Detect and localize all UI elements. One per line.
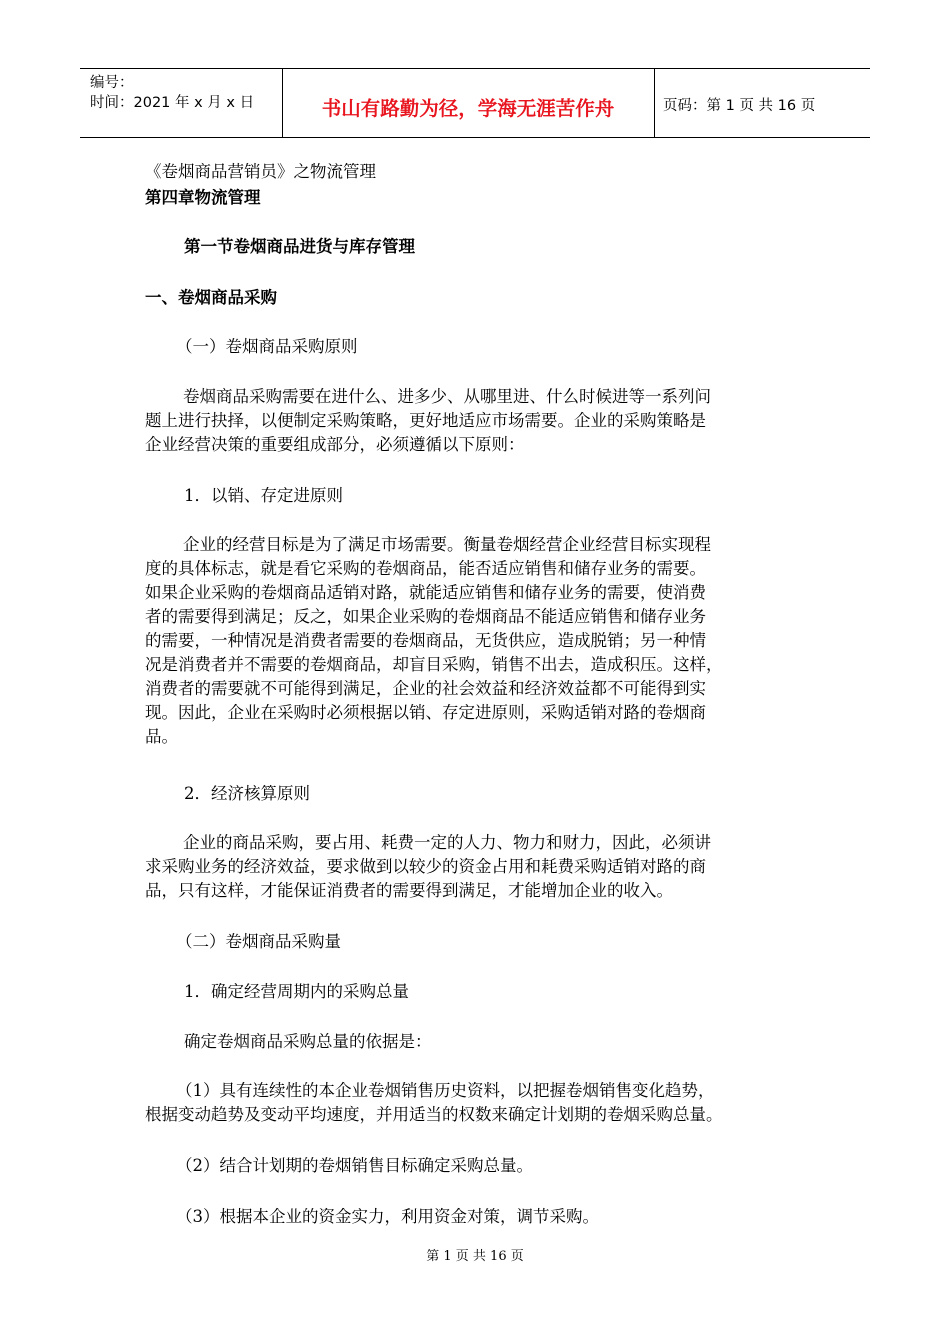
motto-text: 书山有路勤为径，学海无涯苦作舟 <box>321 97 615 120</box>
basis-item-2: （2）结合计划期的卷烟销售目标确定采购总量。 <box>176 1156 533 1175</box>
section-heading: 第一节卷烟商品进货与库存管理 <box>184 237 415 256</box>
page-footer: 第 1 页 共 16 页 <box>426 1249 524 1264</box>
header-motto-cell <box>282 69 655 137</box>
number-label: 编号： <box>90 75 134 91</box>
paragraph-line: 企业的商品采购，要占用、耗费一定的人力、物力和财力，因此，必须讲 <box>183 833 711 852</box>
chapter-heading: 第四章物流管理 <box>145 188 261 207</box>
basis-intro: 确定卷烟商品采购总量的依据是： <box>184 1032 432 1051</box>
subsection-heading: 一、卷烟商品采购 <box>145 288 277 307</box>
paragraph-line: 者的需要得到满足；反之，如果企业采购的卷烟商品不能适应销售和储存业务 <box>145 607 706 626</box>
page-header <box>80 68 870 138</box>
paragraph-line: 的需要，一种情况是消费者需要的卷烟商品，无货供应，造成脱销；另一种情 <box>145 631 706 650</box>
paragraph-line: 根据变动趋势及变动平均速度，并用适当的权数来确定计划期的卷烟采购总量。 <box>145 1105 723 1124</box>
principle-heading-1: 1．以销、存定进原则 <box>184 486 343 505</box>
item-heading-1: （一）卷烟商品采购原则 <box>176 337 358 356</box>
paragraph-line: 品。 <box>145 727 178 746</box>
principle-heading-2: 2．经济核算原则 <box>184 784 310 803</box>
paragraph-line: 如果企业采购的卷烟商品适销对路，就能适应销售和储存业务的需要，使消费 <box>145 583 706 602</box>
paragraph-line: 企业的经营目标是为了满足市场需要。衡量卷烟经营企业经营目标实现程 <box>183 535 711 554</box>
paragraph-2 <box>145 533 815 749</box>
basis-item-3: （3）根据本企业的资金实力，利用资金对策，调节采购。 <box>176 1207 599 1226</box>
paragraph-line: 企业经营决策的重要组成部分，必须遵循以下原则： <box>145 435 525 454</box>
page-info: 页码：第 1 页 共 16 页 <box>663 98 816 114</box>
date-label: 时间：2021 年 x 月 x 日 <box>90 95 255 111</box>
basis-item-1 <box>145 1079 815 1127</box>
paragraph-1 <box>145 385 815 457</box>
item-heading-2: （二）卷烟商品采购量 <box>176 932 341 951</box>
paragraph-line: （1）具有连续性的本企业卷烟销售历史资料，以把握卷烟销售变化趋势， <box>176 1081 715 1100</box>
paragraph-line: 品，只有这样，才能保证消费者的需要得到满足，才能增加企业的收入。 <box>145 881 673 900</box>
paragraph-line: 卷烟商品采购需要在进什么、进多少、从哪里进、什么时候进等一系列问 <box>183 387 711 406</box>
header-meta-cell <box>80 69 283 137</box>
paragraph-line: 况是消费者并不需要的卷烟商品，却盲目采购，销售不出去，造成积压。这样， <box>145 655 723 674</box>
source-title: 《卷烟商品营销员》之物流管理 <box>145 162 376 181</box>
paragraph-3 <box>145 831 815 903</box>
paragraph-line: 求采购业务的经济效益，要求做到以较少的资金占用和耗费采购适销对路的商 <box>145 857 706 876</box>
point-heading-1: 1．确定经营周期内的采购总量 <box>184 982 409 1001</box>
header-page-cell <box>655 69 870 137</box>
paragraph-line: 度的具体标志，就是看它采购的卷烟商品，能否适应销售和储存业务的需要。 <box>145 559 706 578</box>
paragraph-line: 题上进行抉择，以便制定采购策略，更好地适应市场需要。企业的采购策略是 <box>145 411 706 430</box>
paragraph-line: 现。因此，企业在采购时必须根据以销、存定进原则，采购适销对路的卷烟商 <box>145 703 706 722</box>
paragraph-line: 消费者的需要就不可能得到满足，企业的社会效益和经济效益都不可能得到实 <box>145 679 706 698</box>
